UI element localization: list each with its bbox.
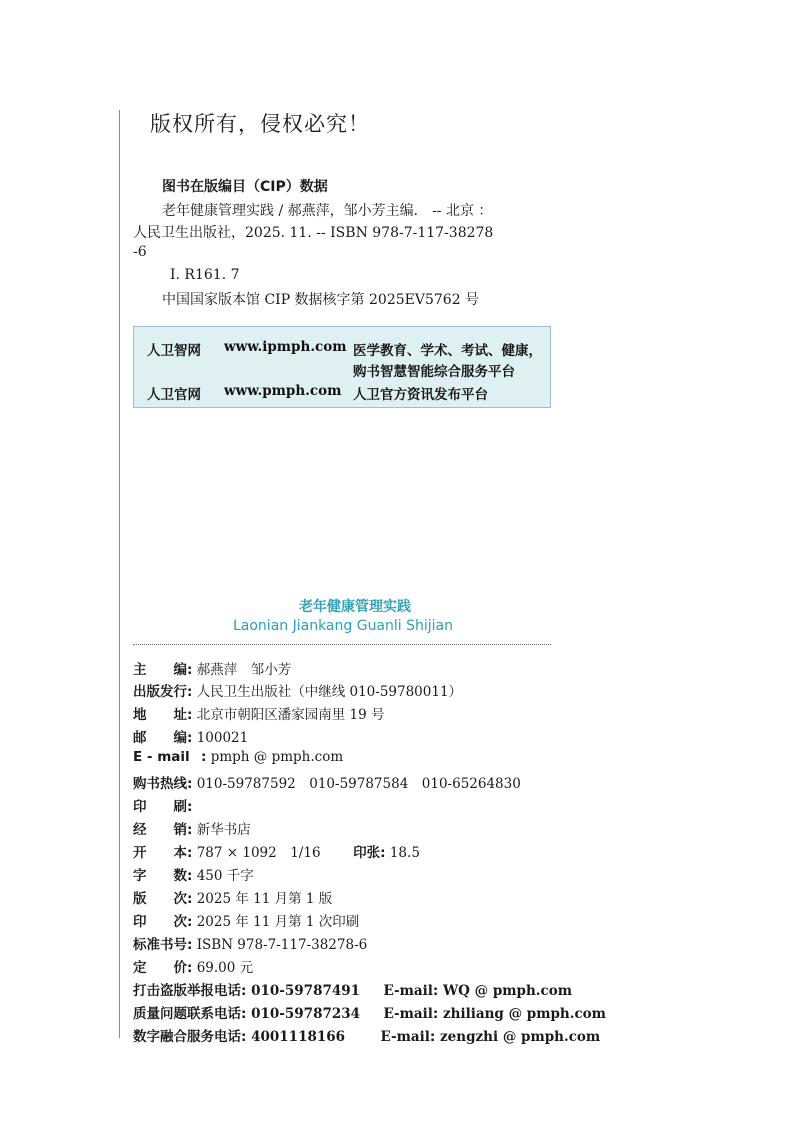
quality-email-label: E-mail bbox=[383, 1006, 433, 1022]
piracy-phone: 010-59787491 bbox=[251, 983, 361, 999]
divider bbox=[133, 644, 551, 645]
hotline-label: 购书热线 bbox=[133, 776, 187, 792]
printing-value: 2025 年 11 月第 1 次印刷 bbox=[196, 914, 360, 930]
cip-line-4: Ⅰ. R161. 7 bbox=[170, 267, 240, 283]
price-value: 69.00 元 bbox=[196, 960, 254, 976]
words-value: 450 千字 bbox=[196, 868, 254, 884]
cip-line-2: 人民卫生出版社，2025. 11. -- ISBN 978-7-117-38278 bbox=[133, 225, 494, 241]
email-value[interactable]: pmph @ pmph.com bbox=[210, 749, 344, 765]
cip-line-5: 中国国家版本馆 CIP 数据核字第 2025EV5762 号 bbox=[162, 292, 480, 308]
format-value: 787 × 1092 1/16 bbox=[196, 845, 321, 861]
sheets-label: 印张 bbox=[353, 845, 381, 861]
piracy-email[interactable]: WQ @ pmph.com bbox=[443, 983, 573, 999]
site-desc-pmph: 人卫官方资讯发布平台 bbox=[353, 387, 488, 403]
contact-row-quality: 质量问题联系电话: 010-59787234 E-mail: zhiliang @ pmph.com bbox=[133, 1002, 606, 1022]
quality-email[interactable]: zhiliang @ pmph.com bbox=[443, 1006, 606, 1022]
isbn-value: ISBN 978-7-117-38278-6 bbox=[196, 937, 368, 953]
address-label: 地 址 bbox=[133, 707, 187, 723]
printer-label: 印 刷 bbox=[133, 799, 187, 815]
info-row-printer: 印 刷: bbox=[133, 795, 192, 815]
margin-rule bbox=[119, 110, 120, 1038]
cip-line-3: -6 bbox=[133, 244, 147, 260]
email-label: E - mail bbox=[133, 749, 190, 765]
price-label: 定 价 bbox=[133, 960, 187, 976]
contact-row-piracy: 打击盗版举报电话: 010-59787491 E-mail: WQ @ pmph.com bbox=[133, 979, 572, 999]
website-box bbox=[133, 326, 551, 408]
format-label: 开 本 bbox=[133, 845, 187, 861]
book-title-cn: 老年健康管理实践 bbox=[299, 599, 411, 615]
site-desc2-ipmph: 购书智慧智能综合服务平台 bbox=[353, 364, 515, 380]
publisher-label: 出版发行 bbox=[133, 684, 187, 700]
info-row-price: 定 价: 69.00 元 bbox=[133, 956, 253, 976]
quality-phone: 010-59787234 bbox=[251, 1006, 361, 1022]
info-row-postcode: 邮 编: 100021 bbox=[133, 726, 248, 746]
words-label: 字 数 bbox=[133, 868, 187, 884]
editor-label: 主 编 bbox=[133, 662, 187, 678]
isbn-label: 标准书号 bbox=[133, 937, 187, 953]
site-url-ipmph[interactable]: www.ipmph.com bbox=[224, 339, 347, 355]
piracy-email-label: E-mail bbox=[383, 983, 433, 999]
info-row-format: 开 本: 787 × 1092 1/16 印张: 18.5 bbox=[133, 841, 420, 861]
edition-value: 2025 年 11 月第 1 版 bbox=[196, 891, 333, 907]
address-value: 北京市朝阳区潘家园南里 19 号 bbox=[196, 707, 385, 723]
distributor-value: 新华书店 bbox=[196, 822, 251, 838]
postcode-label: 邮 编 bbox=[133, 730, 187, 746]
info-row-address: 地 址: 北京市朝阳区潘家园南里 19 号 bbox=[133, 703, 384, 723]
info-row-distributor: 经 销: 新华书店 bbox=[133, 818, 251, 838]
cip-title: 图书在版编目（CIP）数据 bbox=[162, 179, 328, 195]
digital-email[interactable]: zengzhi @ pmph.com bbox=[440, 1029, 601, 1045]
sheets-value: 18.5 bbox=[389, 845, 420, 861]
site-desc-ipmph: 医学教育、学术、考试、健康， bbox=[353, 343, 542, 359]
book-title-pinyin: Laonian Jiankang Guanli Shijian bbox=[232, 618, 453, 634]
hotline-value: 010-59787592 010-59787584 010-65264830 bbox=[196, 776, 521, 792]
site-name-pmph: 人卫官网 bbox=[147, 387, 201, 403]
postcode-value: 100021 bbox=[196, 730, 249, 746]
editor-value: 郝燕萍 邹小芳 bbox=[196, 662, 292, 678]
info-row-printing: 印 次: 2025 年 11 月第 1 次印刷 bbox=[133, 910, 359, 930]
distributor-label: 经 销 bbox=[133, 822, 187, 838]
info-row-edition: 版 次: 2025 年 11 月第 1 版 bbox=[133, 887, 332, 907]
info-row-isbn: 标准书号: ISBN 978-7-117-38278-6 bbox=[133, 933, 367, 953]
edition-label: 版 次 bbox=[133, 891, 187, 907]
info-row-publisher: 出版发行: 人民卫生出版社（中继线 010-59780011） bbox=[133, 680, 462, 700]
digital-email-label: E-mail bbox=[380, 1029, 430, 1045]
printing-label: 印 次 bbox=[133, 914, 187, 930]
info-row-hotline: 购书热线: 010-59787592 010-59787584 010-65264830 bbox=[133, 772, 521, 792]
publisher-value: 人民卫生出版社（中继线 010-59780011） bbox=[196, 684, 463, 700]
piracy-label: 打击盗版举报电话 bbox=[133, 983, 241, 999]
copyright-notice: 版权所有，侵权必究！ bbox=[150, 112, 370, 136]
info-row-email: E - mail : pmph @ pmph.com bbox=[133, 749, 344, 765]
site-name-ipmph: 人卫智网 bbox=[147, 343, 201, 359]
digital-phone: 4001118166 bbox=[251, 1029, 346, 1045]
cip-line-1: 老年健康管理实践 / 郝燕萍，邹小芳主编． -- 北京 ： bbox=[162, 203, 493, 219]
contact-row-digital: 数字融合服务电话: 4001118166 E-mail: zengzhi @ pmph.com bbox=[133, 1025, 600, 1045]
digital-label: 数字融合服务电话 bbox=[133, 1029, 241, 1045]
quality-label: 质量问题联系电话 bbox=[133, 1006, 241, 1022]
info-row-editor: 主 编: 郝燕萍 邹小芳 bbox=[133, 658, 291, 678]
site-url-pmph[interactable]: www.pmph.com bbox=[224, 383, 342, 399]
info-row-words: 字 数: 450 千字 bbox=[133, 864, 254, 884]
